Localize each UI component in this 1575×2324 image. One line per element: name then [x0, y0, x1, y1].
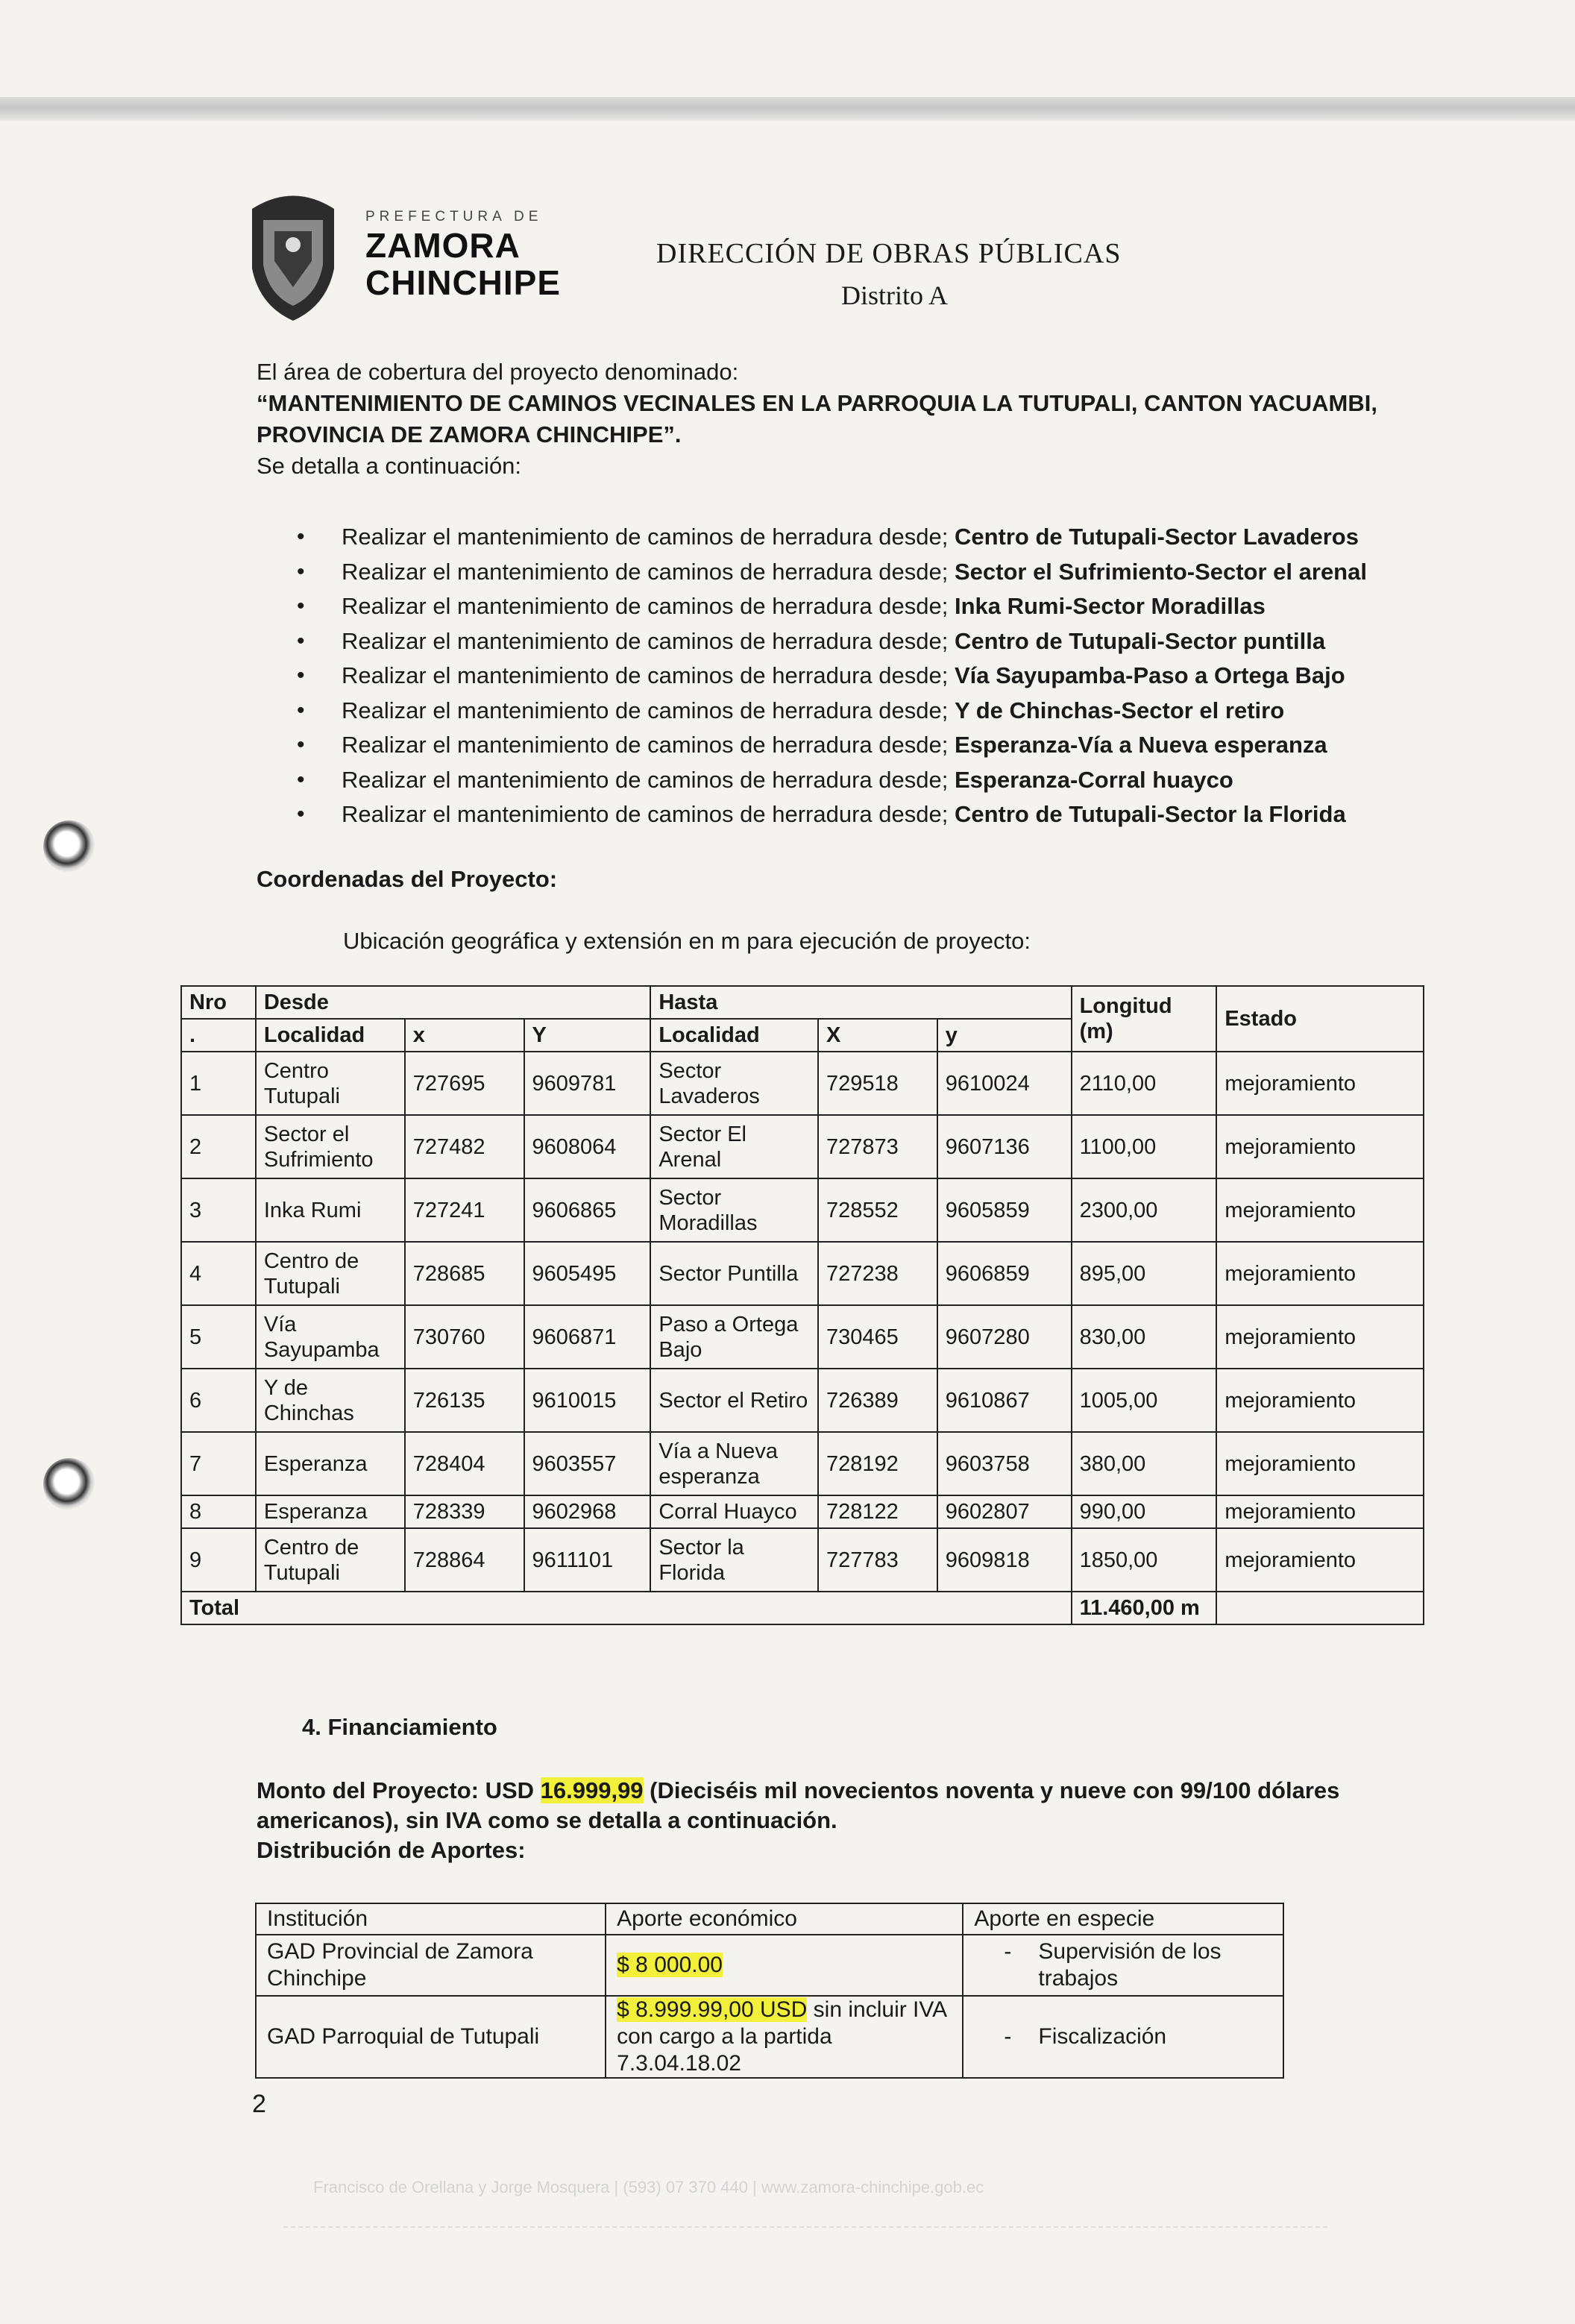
- aportes-amount-value: $ 8.999.99,00 USD: [617, 1997, 808, 2022]
- bullet-prefix: Realizar el mantenimiento de caminos de herradura desde;: [342, 627, 949, 654]
- scope-bullet: [297, 589, 1367, 624]
- cell-y2: 9610024: [937, 1052, 1072, 1115]
- cell-x2: 728552: [818, 1178, 937, 1242]
- aportes-header-row: [256, 1903, 1283, 1935]
- cell-estado: mejoramiento: [1216, 1305, 1424, 1369]
- table-row: [181, 1052, 1424, 1115]
- cell-to: Vía a Nueva esperanza: [650, 1432, 818, 1495]
- financing-heading: 4. Financiamiento: [302, 1714, 497, 1740]
- cell-y2: 9607136: [937, 1115, 1072, 1178]
- cell-nro: 5: [181, 1305, 256, 1369]
- cell-x2: 730465: [818, 1305, 937, 1369]
- bullet-route: Sector el Sufrimiento-Sector el arenal: [954, 558, 1367, 585]
- cell-x2: 729518: [818, 1052, 937, 1115]
- coords-heading: Coordenadas del Proyecto:: [257, 866, 558, 892]
- bullet-prefix: Realizar el mantenimiento de caminos de herradura desde;: [342, 801, 949, 827]
- table-row: [181, 1369, 1424, 1432]
- header-x-to: X: [818, 1019, 937, 1052]
- cell-x1: 727241: [405, 1178, 524, 1242]
- bullet-route: Inka Rumi-Sector Moradillas: [954, 593, 1266, 619]
- bullet-route: Y de Chinchas-Sector el retiro: [954, 697, 1285, 723]
- cell-y1: 9605495: [524, 1242, 651, 1305]
- distribution-label: Distribución de Aportes:: [257, 1837, 526, 1863]
- cell-len: 1100,00: [1072, 1115, 1217, 1178]
- cell-to: Sector Lavaderos: [650, 1052, 818, 1115]
- total-label: Total: [181, 1592, 1072, 1624]
- cell-x1: 728685: [405, 1242, 524, 1305]
- aportes-especie-text: Fiscalización: [1038, 2024, 1167, 2049]
- amount-rest: (Dieciséis mil novecientos noventa y nueve con 99/100 dólares: [643, 1777, 1340, 1803]
- aportes-amount-value: $ 8 000.00: [617, 1953, 723, 1977]
- cell-estado: mejoramiento: [1216, 1528, 1424, 1592]
- cell-to: Sector Puntilla: [650, 1242, 818, 1305]
- cell-to: Paso a Ortega Bajo: [650, 1305, 818, 1369]
- aportes-especie: [963, 1935, 1283, 1996]
- cell-y1: 9611101: [524, 1528, 651, 1592]
- header-subtitle: Distrito A: [841, 280, 949, 310]
- cell-to: Sector el Retiro: [650, 1369, 818, 1432]
- aportes-institution: GAD Provincial de Zamora Chinchipe: [256, 1935, 606, 1996]
- bullet-prefix: Realizar el mantenimiento de caminos de herradura desde;: [342, 732, 949, 758]
- cell-len: 895,00: [1072, 1242, 1217, 1305]
- intro-detail-line: Se detalla a continuación:: [257, 453, 522, 479]
- aportes-header-especie: Aporte en especie: [963, 1903, 1283, 1935]
- cell-from: Vía Sayupamba: [256, 1305, 405, 1369]
- cell-x1: 726135: [405, 1369, 524, 1432]
- cell-len: 380,00: [1072, 1432, 1217, 1495]
- scope-bullet: [297, 624, 1367, 659]
- cell-x2: 727873: [818, 1115, 937, 1178]
- project-title-line1: “MANTENIMIENTO DE CAMINOS VECINALES EN LA PARROQUIA LA TUTUPALI, CANTON YACUAMBI,: [257, 390, 1377, 416]
- cell-y2: 9606859: [937, 1242, 1072, 1305]
- scope-bullet-list: [297, 520, 1367, 832]
- table-row: [181, 1528, 1424, 1592]
- aportes-table: [255, 1903, 1284, 2079]
- bullet-route: Esperanza-Corral huayco: [954, 766, 1233, 793]
- bullet-route: Esperanza-Vía a Nueva esperanza: [954, 732, 1327, 758]
- cell-to: Sector Moradillas: [650, 1178, 818, 1242]
- cell-x1: 727695: [405, 1052, 524, 1115]
- bullet-prefix: Realizar el mantenimiento de caminos de herradura desde;: [342, 558, 949, 585]
- header-x-from: x: [405, 1019, 524, 1052]
- bullet-route: Centro de Tutupali-Sector la Florida: [954, 801, 1346, 827]
- punch-hole-icon: [43, 820, 95, 873]
- footer-contact: Francisco de Orellana y Jorge Mosquera | (593) 07 370 440 | www.zamora-chinchipe.gob.ec: [313, 2178, 984, 2196]
- cell-len: 990,00: [1072, 1495, 1217, 1528]
- header-localidad-from: Localidad: [256, 1019, 405, 1052]
- table-row: [181, 1432, 1424, 1495]
- cell-y1: 9606865: [524, 1178, 651, 1242]
- cell-from: Centro de Tutupali: [256, 1528, 405, 1592]
- cell-nro: 9: [181, 1528, 256, 1592]
- cell-y1: 9609781: [524, 1052, 651, 1115]
- cell-x2: 728192: [818, 1432, 937, 1495]
- cell-nro: 4: [181, 1242, 256, 1305]
- table-total-row: [181, 1592, 1424, 1624]
- bullet-route: Vía Sayupamba-Paso a Ortega Bajo: [954, 662, 1345, 688]
- header-estado: Estado: [1216, 986, 1424, 1052]
- cell-x1: 727482: [405, 1115, 524, 1178]
- cell-from: Esperanza: [256, 1495, 405, 1528]
- cell-x1: 728404: [405, 1432, 524, 1495]
- cell-y2: 9607280: [937, 1305, 1072, 1369]
- cell-from: Sector el Sufrimiento: [256, 1115, 405, 1178]
- cell-estado: mejoramiento: [1216, 1115, 1424, 1178]
- cell-estado: mejoramiento: [1216, 1432, 1424, 1495]
- prefectura-logo: [237, 186, 562, 328]
- cell-y2: 9603758: [937, 1432, 1072, 1495]
- cell-estado: mejoramiento: [1216, 1052, 1424, 1115]
- scope-bullet: [297, 520, 1367, 555]
- cell-nro: 3: [181, 1178, 256, 1242]
- cell-len: 1005,00: [1072, 1369, 1217, 1432]
- header-y-from: Y: [524, 1019, 651, 1052]
- scope-bullet: [297, 728, 1367, 763]
- logo-zamora: ZAMORA: [365, 226, 521, 265]
- header-longitud-unit: (m): [1079, 1020, 1113, 1043]
- aportes-dash: -: [1004, 1939, 1012, 1964]
- cell-x2: 726389: [818, 1369, 937, 1432]
- amount-line2: americanos), sin IVA como se detalla a continuación.: [257, 1807, 837, 1833]
- cell-nro: 7: [181, 1432, 256, 1495]
- cell-estado: mejoramiento: [1216, 1178, 1424, 1242]
- coordinates-body: [181, 1052, 1424, 1592]
- bullet-prefix: Realizar el mantenimiento de caminos de herradura desde;: [342, 766, 949, 793]
- table-row: [181, 1495, 1424, 1528]
- scope-bullet: [297, 659, 1367, 694]
- cell-len: 1850,00: [1072, 1528, 1217, 1592]
- scan-edge-artifact: [0, 97, 1575, 121]
- bullet-prefix: Realizar el mantenimiento de caminos de herradura desde;: [342, 697, 949, 723]
- cell-len: 830,00: [1072, 1305, 1217, 1369]
- header-longitud: [1072, 986, 1217, 1052]
- aportes-amount: [606, 1935, 963, 1996]
- scope-bullet: [297, 797, 1367, 832]
- cell-y2: 9610867: [937, 1369, 1072, 1432]
- bullet-route: Centro de Tutupali-Sector Lavaderos: [954, 524, 1359, 550]
- scope-bullet: [297, 763, 1367, 798]
- cell-to: Corral Huayco: [650, 1495, 818, 1528]
- cell-len: 2110,00: [1072, 1052, 1217, 1115]
- aportes-amount-rest: sin incluir IVA: [807, 1997, 948, 2022]
- amount-label: Monto del Proyecto: USD: [257, 1777, 541, 1803]
- aportes-header-institucion: Institución: [256, 1903, 606, 1935]
- cell-from: Centro Tutupali: [256, 1052, 405, 1115]
- cell-y1: 9610015: [524, 1369, 651, 1432]
- header-hasta: Hasta: [650, 986, 1071, 1019]
- header-longitud-label: Longitud: [1079, 994, 1172, 1018]
- table-row: [181, 1305, 1424, 1369]
- cell-nro: 8: [181, 1495, 256, 1528]
- scope-bullet: [297, 555, 1367, 590]
- header-nro-dot: .: [181, 1019, 256, 1052]
- cell-x1: 728339: [405, 1495, 524, 1528]
- header-y-to: y: [937, 1019, 1072, 1052]
- header-nro: Nro: [181, 986, 256, 1019]
- cell-len: 2300,00: [1072, 1178, 1217, 1242]
- cell-x2: 728122: [818, 1495, 937, 1528]
- cell-nro: 6: [181, 1369, 256, 1432]
- aportes-row: [256, 1996, 1283, 2078]
- cell-estado: mejoramiento: [1216, 1242, 1424, 1305]
- header-title: DIRECCIÓN DE OBRAS PÚBLICAS: [656, 238, 1122, 269]
- aportes-amount: [606, 1996, 963, 2078]
- bullet-prefix: Realizar el mantenimiento de caminos de herradura desde;: [342, 524, 949, 550]
- page-number: 2: [252, 2090, 266, 2118]
- bullet-prefix: Realizar el mantenimiento de caminos de herradura desde;: [342, 593, 949, 619]
- coords-caption: Ubicación geográfica y extensión en m para ejecución de proyecto:: [343, 928, 1031, 954]
- coat-of-arms-icon: [237, 186, 349, 328]
- aportes-amount-line2: con cargo a la partida 7.3.04.18.02: [617, 2024, 832, 2076]
- cell-from: Esperanza: [256, 1432, 405, 1495]
- aportes-header-economico: Aporte económico: [606, 1903, 963, 1935]
- header-localidad-to: Localidad: [650, 1019, 818, 1052]
- table-row: [181, 1178, 1424, 1242]
- logo-chinchipe: CHINCHIPE: [365, 263, 562, 302]
- aportes-row: [256, 1935, 1283, 1996]
- total-empty: [1216, 1592, 1424, 1624]
- cell-y2: 9602807: [937, 1495, 1072, 1528]
- table-row: [181, 1242, 1424, 1305]
- project-title-line2: PROVINCIA DE ZAMORA CHINCHIPE”.: [257, 421, 682, 447]
- cell-from: Y de Chinchas: [256, 1369, 405, 1432]
- intro-line: El área de cobertura del proyecto denominado:: [257, 359, 739, 385]
- cell-to: Sector El Arenal: [650, 1115, 818, 1178]
- cell-to: Sector la Florida: [650, 1528, 818, 1592]
- punch-hole-icon: [43, 1458, 95, 1510]
- bullet-route: Centro de Tutupali-Sector puntilla: [954, 627, 1326, 654]
- cell-x2: 727238: [818, 1242, 937, 1305]
- cell-estado: mejoramiento: [1216, 1369, 1424, 1432]
- cell-x2: 727783: [818, 1528, 937, 1592]
- table-row: [181, 1115, 1424, 1178]
- aportes-dash: -: [1004, 2024, 1012, 2049]
- cell-y1: 9602968: [524, 1495, 651, 1528]
- aportes-especie: [963, 1996, 1283, 2078]
- bullet-prefix: Realizar el mantenimiento de caminos de herradura desde;: [342, 662, 949, 688]
- cell-x1: 728864: [405, 1528, 524, 1592]
- aportes-especie-text: Supervisión de los trabajos: [1038, 1939, 1222, 1991]
- coordinates-table: [180, 985, 1424, 1625]
- cell-y1: 9603557: [524, 1432, 651, 1495]
- header-desde: Desde: [256, 986, 650, 1019]
- cell-nro: 2: [181, 1115, 256, 1178]
- scope-bullet: [297, 694, 1367, 729]
- amount-line: [257, 1777, 1339, 1805]
- cell-from: Inka Rumi: [256, 1178, 405, 1242]
- amount-value: 16.999,99: [540, 1777, 644, 1803]
- cell-from: Centro de Tutupali: [256, 1242, 405, 1305]
- cell-x1: 730760: [405, 1305, 524, 1369]
- cell-y2: 9609818: [937, 1528, 1072, 1592]
- table-header-row: [181, 986, 1424, 1019]
- logo-prefix: PREFECTURA DE: [365, 209, 543, 224]
- cell-y1: 9608064: [524, 1115, 651, 1178]
- footer-divider: [283, 2226, 1327, 2228]
- total-value: 11.460,00 m: [1072, 1592, 1217, 1624]
- cell-estado: mejoramiento: [1216, 1495, 1424, 1528]
- cell-nro: 1: [181, 1052, 256, 1115]
- cell-y2: 9605859: [937, 1178, 1072, 1242]
- aportes-institution: GAD Parroquial de Tutupali: [256, 1996, 606, 2078]
- cell-y1: 9606871: [524, 1305, 651, 1369]
